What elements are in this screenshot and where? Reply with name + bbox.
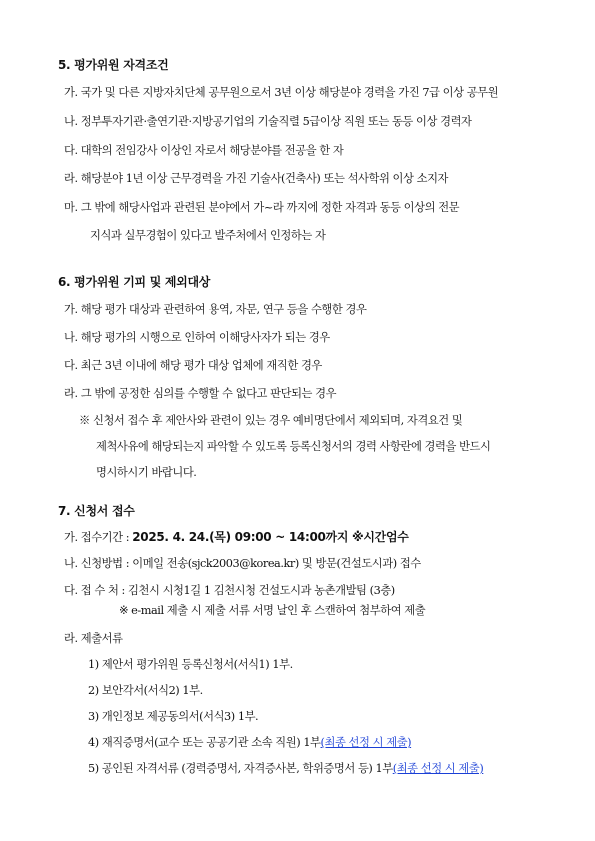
section-5-title: 5. 평가위원 자격조건: [58, 58, 169, 72]
s5-item-ga: 가. 국가 및 다른 지방자치단체 공무원으로서 3년 이상 해당분야 경력을 가진 7급 이상 공무원: [64, 86, 499, 99]
s7-period-value: 2025. 4. 24.(목) 09:00 ~ 14:00까지 ※시간엄수: [132, 530, 409, 544]
s7-doc-3: [88, 710, 258, 724]
s7-doc-4: [88, 736, 411, 750]
s5-item-na: 나. 정부투자기관·출연기관·지방공기업의 기술직렬 5급이상 직원 또는 동등 이상 경력자: [64, 115, 472, 128]
s7-place-note: ※ e-mail 제출 시 제출 서류 서명 날인 후 스캔하여 첨부하여 제출: [119, 604, 426, 617]
s6-note-line-3: 명시하시기 바랍니다.: [96, 466, 197, 479]
s7-doc-5: [88, 762, 483, 776]
s7-doc-2-text: 2) 보안각서(서식2) 1부.: [88, 684, 203, 697]
s7-doc-3-text: 3) 개인정보 제공동의서(서식3) 1부.: [88, 710, 259, 723]
s5-item-ma-cont: 지식과 실무경험이 있다고 발주처에서 인정하는 자: [90, 229, 326, 242]
s7-docs-label: 라. 제출서류: [64, 632, 123, 645]
s5-item-da: 다. 대학의 전임강사 이상인 자로서 해당분야를 전공을 한 자: [64, 144, 344, 157]
s7-doc-5-text: 5) 공인된 자격서류 (경력증명서, 자격증사본, 학위증명서 등) 1부: [88, 762, 393, 775]
s7-doc-5-link[interactable]: (최종 선정 시 제출): [392, 762, 484, 775]
s6-note-line-1: ※ 신청서 접수 후 제안사와 관련이 있는 경우 예비명단에서 제외되며, 자격요건 및: [79, 414, 463, 427]
s6-note-line-2: 제척사유에 해당되는지 파악할 수 있도록 등록신청서의 경력 사항란에 경력을 반드시: [96, 440, 491, 453]
s7-doc-2: [88, 684, 203, 698]
s5-item-ma: 마. 그 밖에 해당사업과 관련된 분야에서 가~라 까지에 정한 자격과 동등 이상의 전문: [64, 201, 460, 214]
s7-method: 나. 신청방법 : 이메일 전송(sjck2003@korea.kr) 및 방문(건설도시과) 접수: [64, 557, 421, 570]
s6-item-da: 다. 최근 3년 이내에 해당 평가 대상 업체에 재직한 경우: [64, 359, 322, 372]
section-6-title: 6. 평가위원 기피 및 제외대상: [58, 275, 211, 289]
s7-place: 다. 접 수 처 : 김천시 시청1길 1 김천시청 건설도시과 농촌개발팀 (3층): [64, 584, 395, 597]
s7-period-label: 가. 접수기간 :: [64, 531, 133, 544]
s7-period: [64, 530, 409, 545]
s6-item-na: 나. 해당 평가의 시행으로 인하여 이해당사자가 되는 경우: [64, 331, 330, 344]
s6-item-ra: 라. 그 밖에 공정한 심의를 수행할 수 없다고 판단되는 경우: [64, 387, 337, 400]
s7-doc-4-link[interactable]: (최종 선정 시 제출): [320, 736, 412, 749]
s6-item-ga: 가. 해당 평가 대상과 관련하여 용역, 자문, 연구 등을 수행한 경우: [64, 303, 367, 316]
s7-doc-1-text: 1) 제안서 평가위원 등록신청서(서식1) 1부.: [88, 658, 293, 671]
s5-item-ra: 라. 해당분야 1년 이상 근무경력을 가진 기술사(건축사) 또는 석사학위 이상 소지자: [64, 172, 449, 185]
section-7-title: 7. 신청서 접수: [58, 504, 135, 518]
s7-doc-1: [88, 658, 293, 672]
s7-doc-4-text: 4) 재직증명서(교수 또는 공공기관 소속 직원) 1부: [88, 736, 321, 749]
